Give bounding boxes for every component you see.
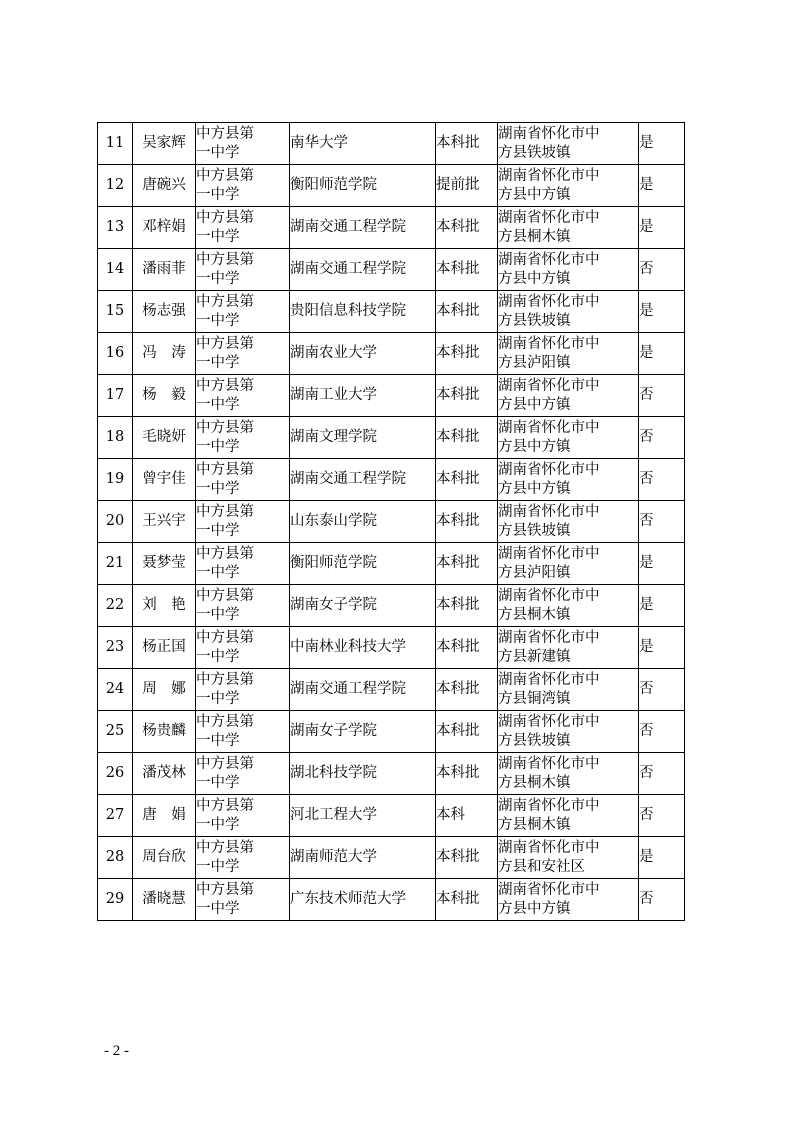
high-school-cell — [196, 459, 290, 501]
home-address-cell — [498, 585, 639, 627]
high-school-cell-line-1: 中方县第 — [196, 335, 254, 352]
yes-no-cell: 是 — [639, 585, 685, 627]
home-address-cell-line-1: 湖南省怀化市中 — [498, 377, 600, 394]
high-school-cell — [196, 669, 290, 711]
home-address-cell-line-2: 方县中方镇 — [498, 396, 571, 413]
student-name-cell: 杨 毅 — [133, 375, 196, 417]
home-address-cell-line-2: 方县新建镇 — [498, 648, 571, 665]
table-row — [98, 627, 685, 669]
high-school-cell-line-1: 中方县第 — [196, 797, 254, 814]
high-school-cell-line-2: 一中学 — [196, 816, 240, 833]
high-school-cell — [196, 123, 290, 165]
high-school-cell-line-2: 一中学 — [196, 522, 240, 539]
yes-no-cell: 否 — [639, 669, 685, 711]
admission-batch-cell: 本科批 — [436, 459, 498, 501]
home-address-cell-line-2: 方县中方镇 — [498, 186, 571, 203]
table-row — [98, 753, 685, 795]
high-school-cell-line-2: 一中学 — [196, 144, 240, 161]
university-cell: 湖南交通工程学院 — [290, 459, 436, 501]
table-row — [98, 459, 685, 501]
yes-no-cell: 否 — [639, 501, 685, 543]
student-name-cell: 毛晓妍 — [133, 417, 196, 459]
university-cell: 湖南交通工程学院 — [290, 669, 436, 711]
table-row — [98, 837, 685, 879]
high-school-cell-line-1: 中方县第 — [196, 629, 254, 646]
row-number-cell: 26 — [98, 753, 133, 795]
high-school-cell-line-2: 一中学 — [196, 186, 240, 203]
yes-no-cell: 是 — [639, 165, 685, 207]
high-school-cell-line-2: 一中学 — [196, 606, 240, 623]
student-name-cell: 杨正国 — [133, 627, 196, 669]
high-school-cell-line-1: 中方县第 — [196, 377, 254, 394]
home-address-cell-line-1: 湖南省怀化市中 — [498, 881, 600, 898]
home-address-cell — [498, 291, 639, 333]
yes-no-cell: 是 — [639, 207, 685, 249]
home-address-cell-line-2: 方县桐木镇 — [498, 606, 571, 623]
home-address-cell — [498, 501, 639, 543]
high-school-cell-line-2: 一中学 — [196, 774, 240, 791]
student-name-cell: 潘雨菲 — [133, 249, 196, 291]
home-address-cell-line-2: 方县中方镇 — [498, 438, 571, 455]
row-number-cell: 29 — [98, 879, 133, 921]
yes-no-cell: 否 — [639, 375, 685, 417]
home-address-cell — [498, 795, 639, 837]
admission-batch-cell: 本科批 — [436, 123, 498, 165]
home-address-cell-line-2: 方县中方镇 — [498, 270, 571, 287]
home-address-cell — [498, 669, 639, 711]
student-name-cell: 刘 艳 — [133, 585, 196, 627]
student-name-cell: 聂梦莹 — [133, 543, 196, 585]
student-name-cell: 周台欣 — [133, 837, 196, 879]
yes-no-cell: 是 — [639, 627, 685, 669]
row-number-cell: 22 — [98, 585, 133, 627]
home-address-cell-line-2: 方县铁坡镇 — [498, 522, 571, 539]
row-number-cell: 25 — [98, 711, 133, 753]
home-address-cell-line-1: 湖南省怀化市中 — [498, 251, 600, 268]
admission-batch-cell: 本科批 — [436, 585, 498, 627]
row-number-cell: 17 — [98, 375, 133, 417]
home-address-cell-line-1: 湖南省怀化市中 — [498, 167, 600, 184]
university-cell: 湖南文理学院 — [290, 417, 436, 459]
high-school-cell — [196, 417, 290, 459]
university-cell: 湖南工业大学 — [290, 375, 436, 417]
high-school-cell — [196, 795, 290, 837]
yes-no-cell: 否 — [639, 879, 685, 921]
high-school-cell — [196, 207, 290, 249]
table-row — [98, 879, 685, 921]
home-address-cell-line-1: 湖南省怀化市中 — [498, 461, 600, 478]
university-cell: 山东泰山学院 — [290, 501, 436, 543]
high-school-cell-line-1: 中方县第 — [196, 209, 254, 226]
high-school-cell-line-1: 中方县第 — [196, 503, 254, 520]
home-address-cell — [498, 711, 639, 753]
home-address-cell-line-1: 湖南省怀化市中 — [498, 629, 600, 646]
high-school-cell-line-2: 一中学 — [196, 480, 240, 497]
student-name-cell: 邓梓娟 — [133, 207, 196, 249]
university-cell: 中南林业科技大学 — [290, 627, 436, 669]
high-school-cell-line-2: 一中学 — [196, 228, 240, 245]
student-name-cell: 曾宇佳 — [133, 459, 196, 501]
home-address-cell-line-1: 湖南省怀化市中 — [498, 587, 600, 604]
admission-batch-cell: 本科批 — [436, 207, 498, 249]
home-address-cell-line-1: 湖南省怀化市中 — [498, 293, 600, 310]
admission-batch-cell: 本科批 — [436, 375, 498, 417]
yes-no-cell: 否 — [639, 753, 685, 795]
admission-batch-cell: 本科批 — [436, 543, 498, 585]
home-address-cell-line-1: 湖南省怀化市中 — [498, 713, 600, 730]
admission-batch-cell: 本科批 — [436, 249, 498, 291]
student-name-cell: 周 娜 — [133, 669, 196, 711]
home-address-cell-line-2: 方县和安社区 — [498, 858, 585, 875]
high-school-cell-line-2: 一中学 — [196, 564, 240, 581]
home-address-cell — [498, 837, 639, 879]
home-address-cell — [498, 459, 639, 501]
high-school-cell-line-2: 一中学 — [196, 354, 240, 371]
university-cell: 湖南农业大学 — [290, 333, 436, 375]
admission-batch-cell: 本科批 — [436, 501, 498, 543]
university-cell: 广东技术师范大学 — [290, 879, 436, 921]
home-address-cell-line-1: 湖南省怀化市中 — [498, 125, 600, 142]
row-number-cell: 14 — [98, 249, 133, 291]
university-cell: 衡阳师范学院 — [290, 543, 436, 585]
row-number-cell: 12 — [98, 165, 133, 207]
table-row — [98, 375, 685, 417]
home-address-cell-line-1: 湖南省怀化市中 — [498, 419, 600, 436]
home-address-cell — [498, 333, 639, 375]
high-school-cell-line-2: 一中学 — [196, 438, 240, 455]
table-body — [98, 123, 685, 921]
yes-no-cell: 否 — [639, 459, 685, 501]
admission-batch-cell: 本科批 — [436, 711, 498, 753]
high-school-cell — [196, 333, 290, 375]
high-school-cell-line-1: 中方县第 — [196, 587, 254, 604]
high-school-cell — [196, 291, 290, 333]
university-cell: 湖南师范大学 — [290, 837, 436, 879]
high-school-cell — [196, 627, 290, 669]
university-cell: 湖北科技学院 — [290, 753, 436, 795]
student-name-cell: 杨志强 — [133, 291, 196, 333]
high-school-cell — [196, 837, 290, 879]
home-address-cell-line-1: 湖南省怀化市中 — [498, 545, 600, 562]
table-row — [98, 711, 685, 753]
admission-batch-cell: 本科批 — [436, 837, 498, 879]
high-school-cell-line-2: 一中学 — [196, 732, 240, 749]
high-school-cell — [196, 753, 290, 795]
admission-batch-cell: 本科批 — [436, 417, 498, 459]
home-address-cell — [498, 627, 639, 669]
yes-no-cell: 是 — [639, 291, 685, 333]
admission-batch-cell: 本科 — [436, 795, 498, 837]
home-address-cell — [498, 249, 639, 291]
student-name-cell: 潘茂林 — [133, 753, 196, 795]
row-number-cell: 20 — [98, 501, 133, 543]
home-address-cell — [498, 123, 639, 165]
high-school-cell-line-1: 中方县第 — [196, 167, 254, 184]
admission-batch-cell: 本科批 — [436, 333, 498, 375]
table-row — [98, 417, 685, 459]
yes-no-cell: 否 — [639, 711, 685, 753]
university-cell: 湖南女子学院 — [290, 585, 436, 627]
high-school-cell-line-1: 中方县第 — [196, 671, 254, 688]
student-name-cell: 唐 娟 — [133, 795, 196, 837]
row-number-cell: 11 — [98, 123, 133, 165]
high-school-cell — [196, 249, 290, 291]
admission-batch-cell: 提前批 — [436, 165, 498, 207]
high-school-cell — [196, 543, 290, 585]
yes-no-cell: 否 — [639, 417, 685, 459]
home-address-cell-line-2: 方县铁坡镇 — [498, 732, 571, 749]
table-row — [98, 333, 685, 375]
admission-batch-cell: 本科批 — [436, 669, 498, 711]
row-number-cell: 27 — [98, 795, 133, 837]
high-school-cell-line-1: 中方县第 — [196, 713, 254, 730]
yes-no-cell: 是 — [639, 333, 685, 375]
home-address-cell-line-1: 湖南省怀化市中 — [498, 755, 600, 772]
university-cell: 河北工程大学 — [290, 795, 436, 837]
high-school-cell-line-1: 中方县第 — [196, 755, 254, 772]
high-school-cell-line-1: 中方县第 — [196, 839, 254, 856]
high-school-cell-line-2: 一中学 — [196, 900, 240, 917]
table-row — [98, 249, 685, 291]
row-number-cell: 15 — [98, 291, 133, 333]
page-number: - 2 - — [104, 1043, 129, 1059]
home-address-cell — [498, 879, 639, 921]
high-school-cell-line-2: 一中学 — [196, 858, 240, 875]
row-number-cell: 24 — [98, 669, 133, 711]
student-name-cell: 杨贵麟 — [133, 711, 196, 753]
table-row — [98, 123, 685, 165]
home-address-cell — [498, 207, 639, 249]
admission-batch-cell: 本科批 — [436, 627, 498, 669]
home-address-cell-line-2: 方县泸阳镇 — [498, 564, 571, 581]
row-number-cell: 13 — [98, 207, 133, 249]
university-cell: 贵阳信息科技学院 — [290, 291, 436, 333]
high-school-cell-line-2: 一中学 — [196, 648, 240, 665]
yes-no-cell: 是 — [639, 123, 685, 165]
table-row — [98, 291, 685, 333]
row-number-cell: 23 — [98, 627, 133, 669]
home-address-cell-line-1: 湖南省怀化市中 — [498, 503, 600, 520]
home-address-cell-line-2: 方县泸阳镇 — [498, 354, 571, 371]
home-address-cell-line-2: 方县中方镇 — [498, 900, 571, 917]
high-school-cell-line-1: 中方县第 — [196, 545, 254, 562]
high-school-cell-line-2: 一中学 — [196, 312, 240, 329]
home-address-cell-line-1: 湖南省怀化市中 — [498, 209, 600, 226]
high-school-cell-line-1: 中方县第 — [196, 251, 254, 268]
home-address-cell-line-2: 方县中方镇 — [498, 480, 571, 497]
admission-batch-cell: 本科批 — [436, 753, 498, 795]
admission-batch-cell: 本科批 — [436, 879, 498, 921]
high-school-cell — [196, 375, 290, 417]
home-address-cell — [498, 375, 639, 417]
yes-no-cell: 否 — [639, 249, 685, 291]
student-name-cell: 王兴宇 — [133, 501, 196, 543]
home-address-cell-line-2: 方县桐木镇 — [498, 816, 571, 833]
student-name-cell: 吴家辉 — [133, 123, 196, 165]
high-school-cell-line-1: 中方县第 — [196, 125, 254, 142]
table-row — [98, 501, 685, 543]
home-address-cell-line-2: 方县铁坡镇 — [498, 144, 571, 161]
high-school-cell — [196, 165, 290, 207]
university-cell: 南华大学 — [290, 123, 436, 165]
admission-batch-cell: 本科批 — [436, 291, 498, 333]
high-school-cell-line-1: 中方县第 — [196, 419, 254, 436]
yes-no-cell: 否 — [639, 795, 685, 837]
university-cell: 衡阳师范学院 — [290, 165, 436, 207]
table-row — [98, 543, 685, 585]
home-address-cell-line-2: 方县铁坡镇 — [498, 312, 571, 329]
table-row — [98, 165, 685, 207]
home-address-cell — [498, 417, 639, 459]
high-school-cell-line-1: 中方县第 — [196, 461, 254, 478]
high-school-cell — [196, 711, 290, 753]
yes-no-cell: 是 — [639, 543, 685, 585]
student-name-cell: 潘晓慧 — [133, 879, 196, 921]
home-address-cell-line-2: 方县桐木镇 — [498, 774, 571, 791]
table-row — [98, 207, 685, 249]
home-address-cell-line-1: 湖南省怀化市中 — [498, 797, 600, 814]
home-address-cell-line-2: 方县桐木镇 — [498, 228, 571, 245]
admission-table — [97, 122, 685, 921]
home-address-cell-line-2: 方县铜湾镇 — [498, 690, 571, 707]
university-cell: 湖南交通工程学院 — [290, 207, 436, 249]
table-row — [98, 585, 685, 627]
high-school-cell-line-2: 一中学 — [196, 396, 240, 413]
student-name-cell: 唐碗兴 — [133, 165, 196, 207]
row-number-cell: 21 — [98, 543, 133, 585]
yes-no-cell: 是 — [639, 837, 685, 879]
table-row — [98, 669, 685, 711]
high-school-cell — [196, 501, 290, 543]
row-number-cell: 16 — [98, 333, 133, 375]
high-school-cell-line-2: 一中学 — [196, 690, 240, 707]
row-number-cell: 18 — [98, 417, 133, 459]
high-school-cell-line-2: 一中学 — [196, 270, 240, 287]
high-school-cell-line-1: 中方县第 — [196, 293, 254, 310]
row-number-cell: 19 — [98, 459, 133, 501]
home-address-cell-line-1: 湖南省怀化市中 — [498, 335, 600, 352]
high-school-cell — [196, 879, 290, 921]
university-cell: 湖南女子学院 — [290, 711, 436, 753]
university-cell: 湖南交通工程学院 — [290, 249, 436, 291]
row-number-cell: 28 — [98, 837, 133, 879]
home-address-cell — [498, 753, 639, 795]
student-name-cell: 冯 涛 — [133, 333, 196, 375]
high-school-cell-line-1: 中方县第 — [196, 881, 254, 898]
home-address-cell-line-1: 湖南省怀化市中 — [498, 671, 600, 688]
table-row — [98, 795, 685, 837]
home-address-cell — [498, 543, 639, 585]
high-school-cell — [196, 585, 290, 627]
home-address-cell-line-1: 湖南省怀化市中 — [498, 839, 600, 856]
home-address-cell — [498, 165, 639, 207]
